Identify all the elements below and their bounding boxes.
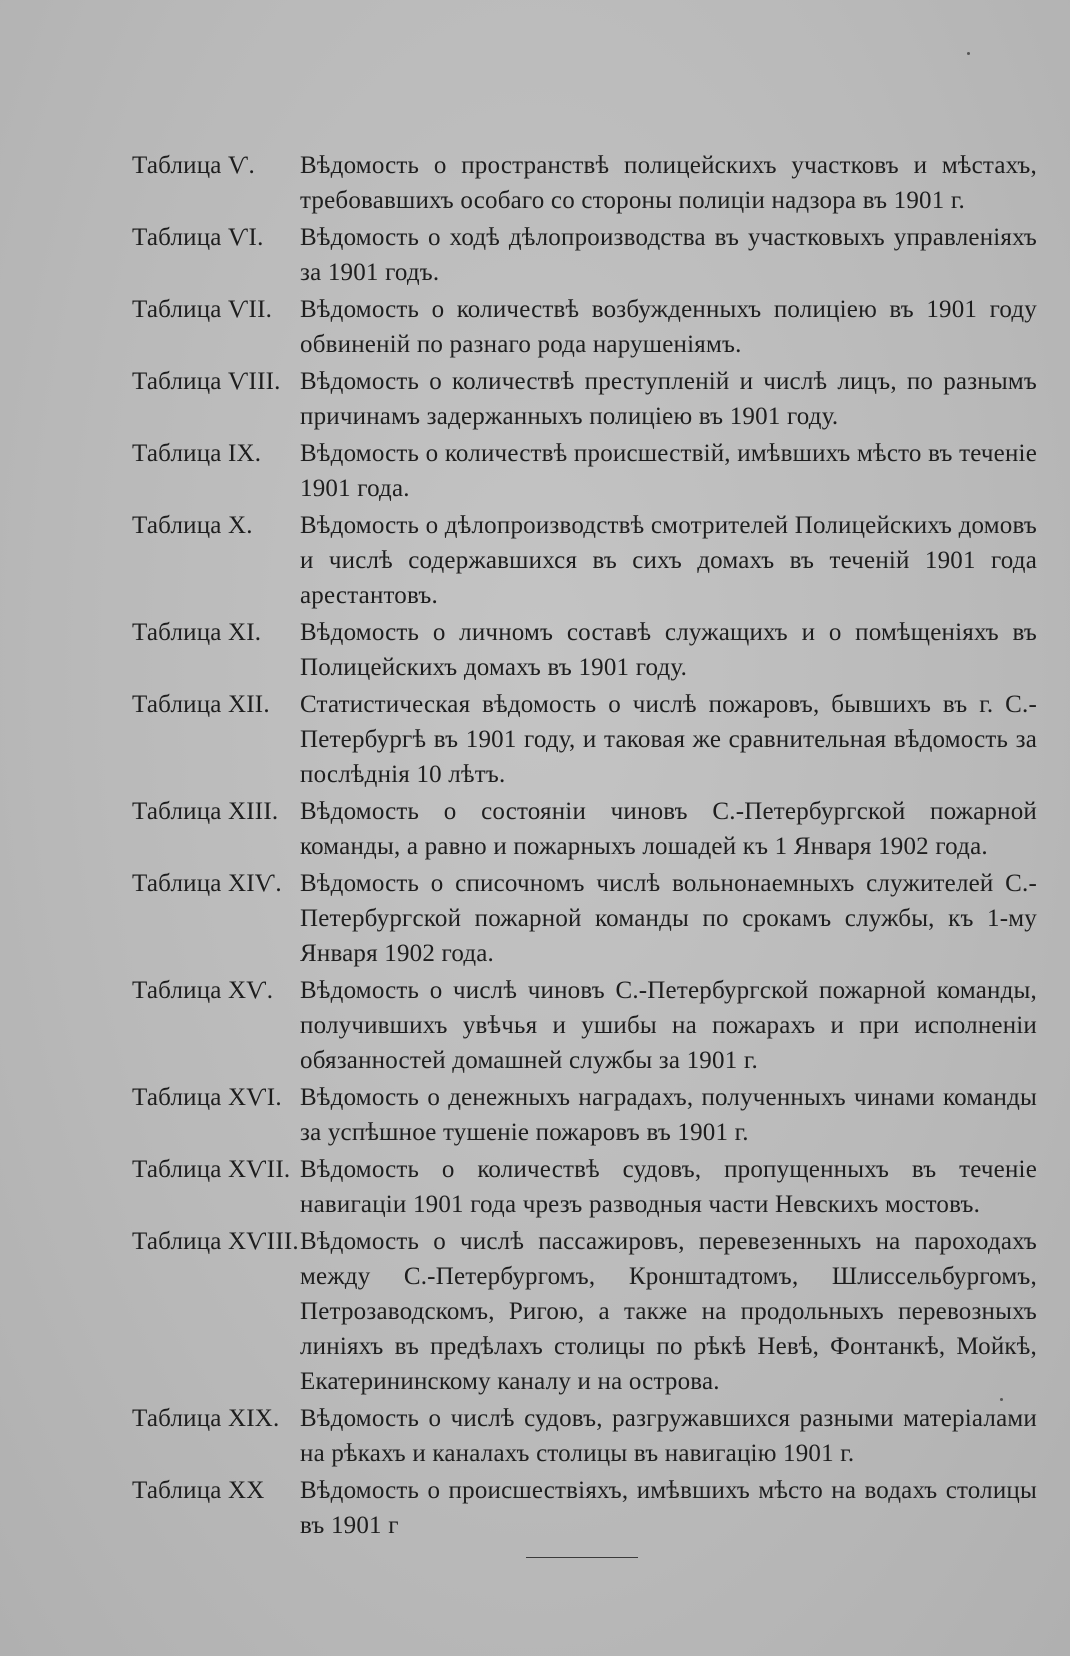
list-item (132, 1224, 1037, 1399)
tables-list (132, 148, 1037, 1545)
list-item (132, 508, 1037, 613)
table-label: Таблица ХѴІІІ. (132, 1228, 299, 1255)
table-label: Таблица ХѴІІ. (132, 1156, 291, 1183)
table-label: Таблица ХІІ. (132, 691, 270, 718)
table-description: Вѣдомость о пространствѣ полицейскихъ участковъ и мѣстахъ, требовавшихъ особаго со стороны полиціи надзора въ 1901 г. (300, 152, 1037, 214)
list-item (132, 364, 1037, 434)
table-description: Статистическая вѣдомость о числѣ пожаровъ, бывшихъ въ г. С.-Петербургѣ въ 1901 году, и таковая же сравнительная вѣдомость за послѣднія 10 лѣтъ. (300, 691, 1037, 788)
table-label: Таблица ХХ (132, 1477, 265, 1504)
table-description: Вѣдомость о личномъ составѣ служащихъ и о помѣщеніяхъ въ Полицейскихъ домахъ въ 1901 году. (300, 619, 1037, 681)
list-item (132, 1080, 1037, 1150)
table-description: Вѣдомость о ходѣ дѣлопроизводства въ участковыхъ управленіяхъ за 1901 годъ. (300, 224, 1037, 286)
list-item (132, 973, 1037, 1078)
list-item (132, 866, 1037, 971)
table-label: Таблица Х. (132, 512, 253, 539)
list-item (132, 292, 1037, 362)
list-item (132, 1473, 1037, 1543)
table-label: Таблица ѴІІІ. (132, 368, 281, 395)
list-item (132, 436, 1037, 506)
table-label: Таблица ХІІІ. (132, 798, 279, 825)
table-description: Вѣдомость о количествѣ судовъ, пропущенныхъ въ теченіе навигаціи 1901 года чрезъ разводныя части Невскихъ мостовъ. (300, 1156, 1037, 1218)
table-description: Вѣдомость о происшествіяхъ, имѣвшихъ мѣсто на водахъ столицы въ 1901 г (300, 1477, 1037, 1539)
table-description: Вѣдомость о количествѣ преступленій и числѣ лицъ, по разнымъ причинамъ задержанныхъ полиціею въ 1901 году. (300, 368, 1037, 430)
closing-rule (526, 1557, 638, 1558)
table-label: Таблица ѴІІ. (132, 296, 273, 323)
table-description: Вѣдомость о денежныхъ наградахъ, полученныхъ чинами команды за успѣшное тушеніе пожаровъ въ 1901 г. (300, 1084, 1037, 1146)
table-description: Вѣдомость о количествѣ возбужденныхъ полиціею въ 1901 году обвиненій по разнаго рода нарушеніямъ. (300, 296, 1037, 358)
table-description: Вѣдомость о количествѣ происшествій, имѣвшихъ мѣсто въ теченіе 1901 года. (300, 440, 1037, 502)
table-label: Таблица ХІХ. (132, 1405, 280, 1432)
table-label: Таблица ХѴ. (132, 977, 274, 1004)
table-label: Таблица ѴІ. (132, 224, 264, 251)
table-label: Таблица ХІѴ. (132, 870, 282, 897)
list-item (132, 687, 1037, 792)
list-item (132, 794, 1037, 864)
paper-speck (967, 52, 970, 55)
table-description: Вѣдомость о состояніи чиновъ С.-Петербургской пожарной команды, а равно и пожарныхъ лошадей къ 1 Января 1902 года. (300, 798, 1037, 860)
table-label: Таблица ХѴІ. (132, 1084, 282, 1111)
table-label: Таблица ХІ. (132, 619, 262, 646)
list-item (132, 148, 1037, 218)
table-description: Вѣдомость о числѣ пассажировъ, перевезенныхъ на пароходахъ между С.-Петербургомъ, Кронштадтомъ, Шлиссельбургомъ, Петрозаводскомъ, Ригою, а также на продольныхъ перевозныхъ линіяхъ въ предѣлахъ столицы по рѣкѣ Невѣ, Фонтанкѣ, Мойкѣ, Екатерининскому каналу и на острова. (300, 1228, 1037, 1395)
table-description: Вѣдомость о дѣлопроизводствѣ смотрителей Полицейскихъ домовъ и числѣ содержавшихся въ сихъ домахъ въ теченій 1901 года арестантовъ. (300, 512, 1037, 609)
list-item (132, 1401, 1037, 1471)
list-item (132, 220, 1037, 290)
table-description: Вѣдомость о числѣ чиновъ С.-Петербургской пожарной команды, получившихъ увѣчья и ушибы на пожарахъ и при исполненіи обязанностей домашней службы за 1901 г. (300, 977, 1037, 1074)
list-item (132, 615, 1037, 685)
table-label: Таблица Ѵ. (132, 152, 256, 179)
table-description: Вѣдомость о числѣ судовъ, разгружавшихся разными матеріалами на рѣкахъ и каналахъ столицы въ навигацію 1901 г. (300, 1405, 1037, 1467)
list-item (132, 1152, 1037, 1222)
table-description: Вѣдомость о списочномъ числѣ вольнонаемныхъ служителей С.-Петербургской пожарной команды по срокамъ службы, къ 1-му Января 1902 года. (300, 870, 1037, 967)
table-label: Таблица ІХ. (132, 440, 262, 467)
